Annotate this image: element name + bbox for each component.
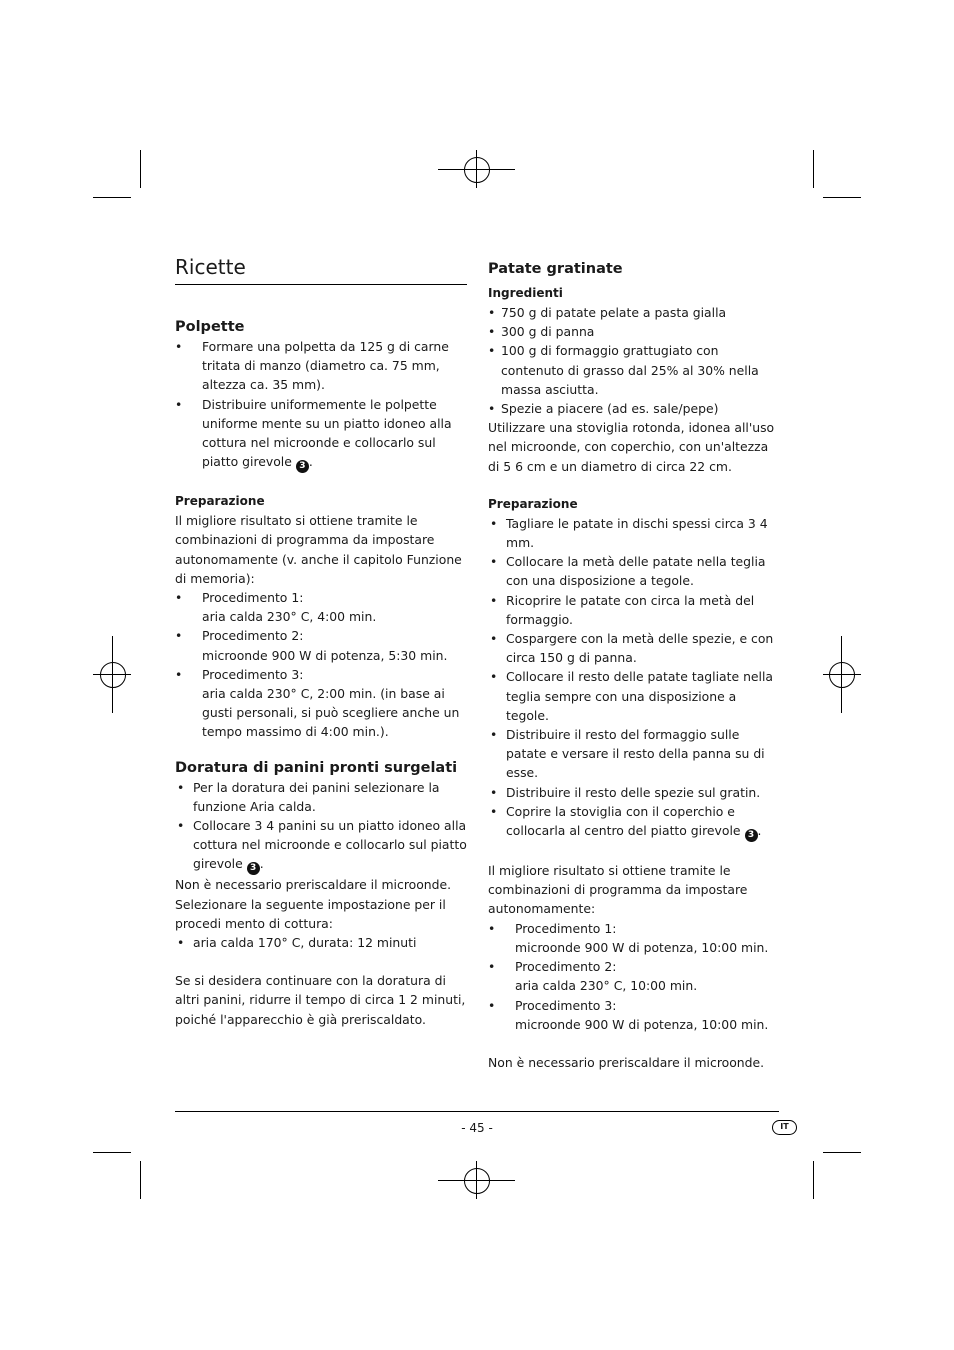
crop-mark bbox=[823, 197, 861, 198]
list-item: • aria calda 170° C, durata: 12 minuti bbox=[177, 935, 417, 951]
crop-mark bbox=[813, 150, 814, 188]
list-item: • Cospargere con la metà delle spezie, e con circa 150 g di panna. bbox=[490, 631, 774, 666]
paragraph: Il migliore risultato si ottiene tramite le combinazioni di programma da impostare autonomamente: bbox=[488, 863, 748, 917]
list-item: • Collocare 3 4 panini su un piatto idoneo alla cottura nel microonde e collocarlo sul piatto girevole 3 . bbox=[177, 818, 467, 874]
list-item: • Procedimento 3: aria calda 230° C, 2:00 min. (in base ai gusti personali, si può scegliere anche un tempo massimo di 4:00 min.). bbox=[175, 666, 460, 740]
list-item: • Per la doratura dei panini selezionare la funzione Aria calda. bbox=[177, 779, 440, 814]
ingredienti-heading: Ingredienti bbox=[488, 286, 563, 300]
doratura-heading: Doratura di panini pronti surgelati bbox=[175, 759, 458, 776]
list-item: • Collocare la metà delle patate nella teglia con una disposizione a tegole. bbox=[490, 554, 766, 589]
registration-mark bbox=[464, 157, 490, 183]
paragraph: Il migliore risultato si ottiene tramite le combinazioni di programma da impostare autonomamente (v. anche il capitolo Funzione di memoria): bbox=[175, 513, 462, 586]
list-item: • Procedimento 3: microonde 900 W di potenza, 10:00 min. bbox=[488, 997, 769, 1032]
paragraph: Se si desidera continuare con la doratura di altri panini, ridurre il tempo di circa 1 2 minuti, poiché l'apparecchio è già preriscaldato. bbox=[175, 973, 466, 1027]
list-item: • Tagliare le patate in dischi spessi circa 3 4 mm. bbox=[490, 515, 768, 551]
page-title: Ricette bbox=[175, 254, 467, 285]
paragraph: Selezionare la seguente impostazione per il procedi mento di cottura: bbox=[175, 896, 446, 931]
list-item: • 750 g di patate pelate a pasta gialla bbox=[488, 305, 727, 320]
list-item: • Procedimento 1: aria calda 230° C, 4:00 min. bbox=[175, 590, 377, 625]
crop-mark bbox=[823, 1152, 861, 1153]
language-badge: IT bbox=[772, 1120, 797, 1135]
registration-mark bbox=[464, 1168, 490, 1194]
list-item: • Procedimento 2: microonde 900 W di potenza, 5:30 min. bbox=[175, 628, 448, 663]
patate-heading: Patate gratinate bbox=[488, 261, 623, 277]
crop-mark bbox=[813, 1161, 814, 1199]
polpette-heading: Polpette bbox=[175, 319, 245, 335]
list-item: • 300 g di panna bbox=[488, 324, 595, 340]
paragraph: Non è necessario preriscaldare il microonde. bbox=[488, 1054, 765, 1070]
turntable-badge: 3 bbox=[745, 829, 758, 842]
crop-mark bbox=[140, 150, 141, 188]
footer-rule bbox=[175, 1111, 779, 1112]
crop-mark bbox=[140, 1161, 141, 1199]
paragraph: Non è necessario preriscaldare il microonde. bbox=[175, 877, 452, 893]
list-item: • 100 g di formaggio grattugiato con contenuto di grasso dal 25% al 30% nella massa asciutta. bbox=[488, 343, 759, 397]
right-column bbox=[488, 254, 780, 1072]
list-item: • Coprire la stoviglia con il coperchio e collocarla al centro del piatto girevole 3 . bbox=[490, 803, 762, 841]
list-item: • Distribuire il resto delle spezie sul gratin. bbox=[490, 784, 761, 800]
turntable-badge: 3 bbox=[247, 862, 260, 875]
turntable-badge: 3 bbox=[296, 460, 309, 473]
list-item: • Ricoprire le patate con circa la metà del formaggio. bbox=[490, 592, 755, 627]
list-item: • Procedimento 2: aria calda 230° C, 10:00 min. bbox=[488, 959, 698, 994]
crop-mark bbox=[93, 1152, 131, 1153]
list-item: • Procedimento 1: microonde 900 W di potenza, 10:00 min. bbox=[488, 920, 769, 955]
list-item: • Collocare il resto delle patate tagliate nella teglia sempre con una disposizione a tegole. bbox=[490, 669, 774, 723]
list-item: • Distribuire uniformemente le polpette uniforme mente su un piatto idoneo alla cottura nel microonde e collocarlo sul piatto girevole 3 . bbox=[175, 396, 452, 472]
page-number: - 45 - bbox=[461, 1121, 493, 1135]
preparazione-heading: Preparazione bbox=[175, 494, 265, 509]
registration-mark bbox=[100, 662, 126, 688]
list-item: • Spezie a piacere (ad es. sale/pepe) bbox=[488, 401, 719, 417]
preparazione-heading: Preparazione bbox=[488, 496, 578, 511]
crop-mark bbox=[93, 197, 131, 198]
registration-mark bbox=[829, 662, 855, 688]
list-item: • Formare una polpetta da 125 g di carne tritata di manzo (diametro ca. 75 mm, altezza ca. 35 mm). bbox=[175, 339, 449, 393]
list-item: • Distribuire il resto del formaggio sulle patate e versare il resto della panna su di esse. bbox=[490, 727, 765, 781]
left-column bbox=[175, 254, 467, 1029]
paragraph: Utilizzare una stoviglia rotonda, idonea all'uso nel microonde, con coperchio, con un'altezza di 5 6 cm e un diametro di circa 22 cm. bbox=[488, 420, 775, 474]
